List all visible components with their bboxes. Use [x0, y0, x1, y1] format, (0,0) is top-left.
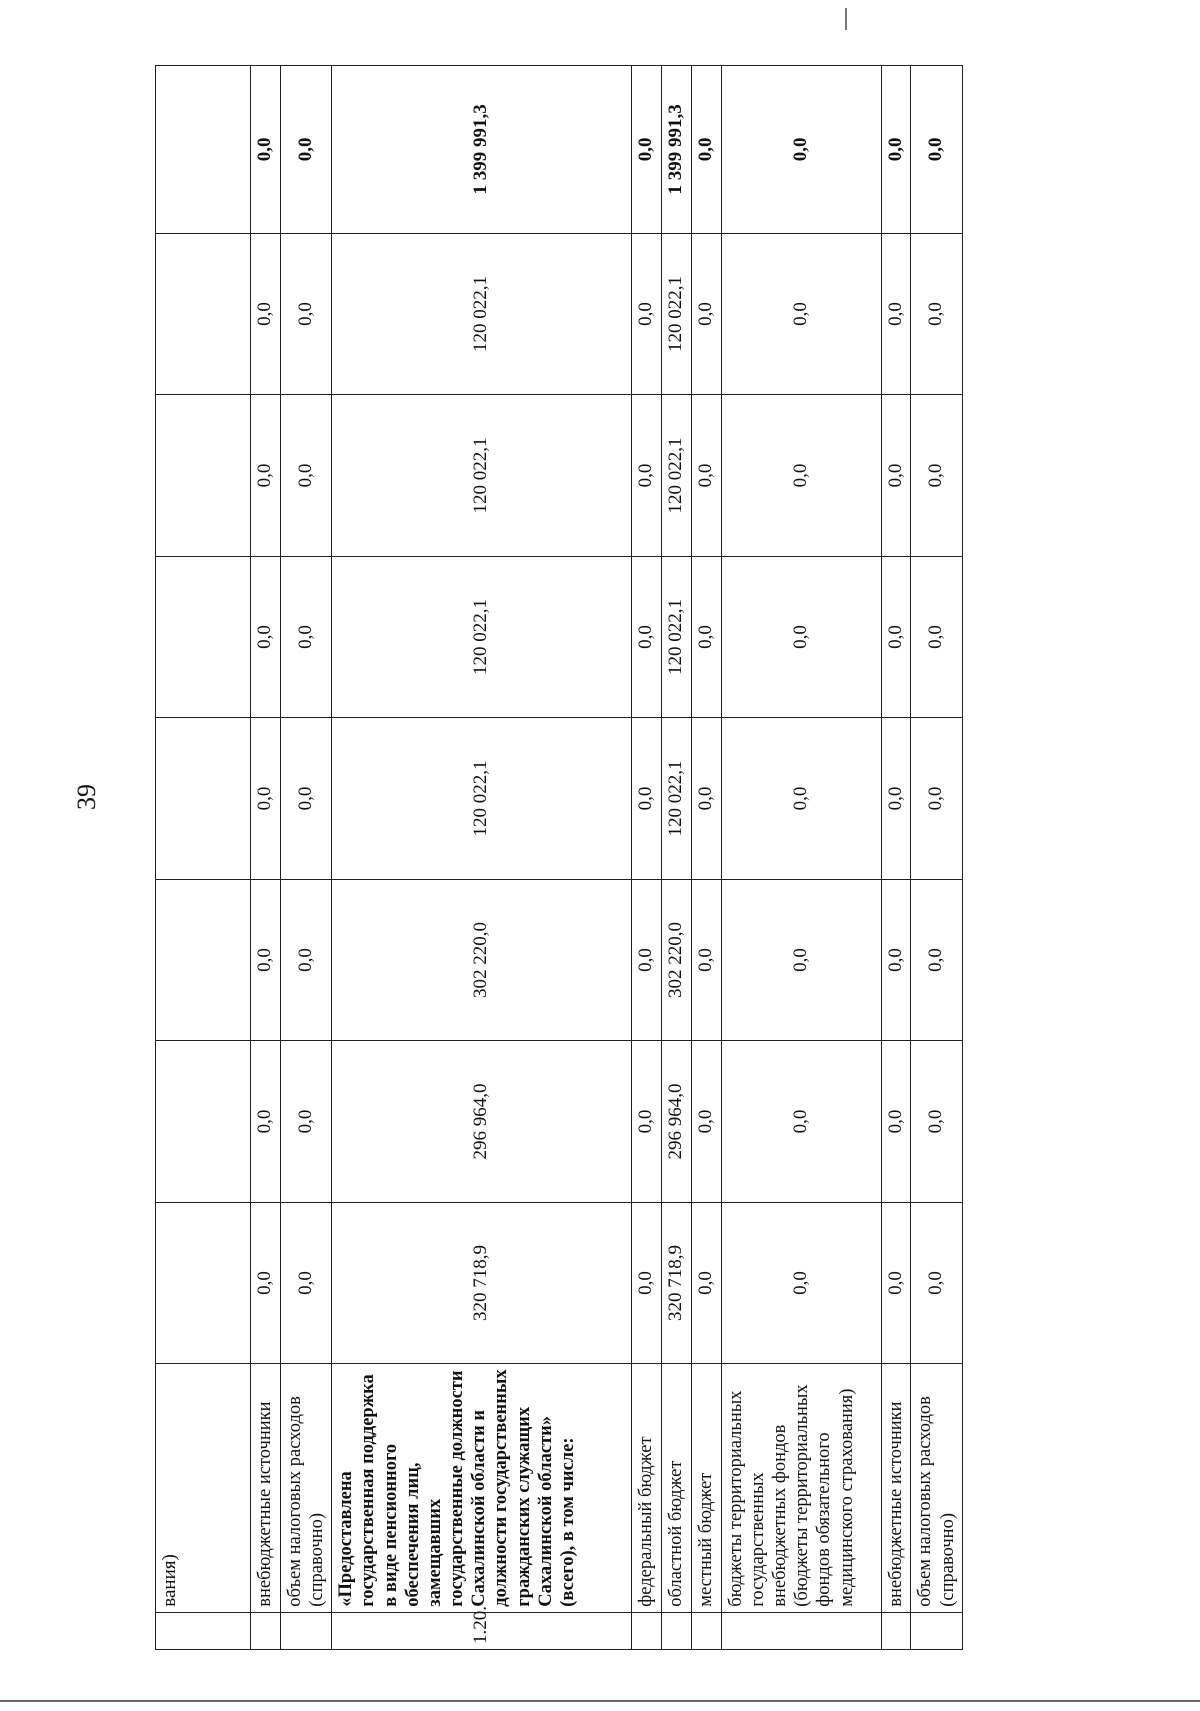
value-cell: 0,0 — [911, 233, 962, 395]
value-cell: 302 220,0 — [661, 879, 691, 1041]
value-cell: 0,0 — [911, 395, 962, 557]
value-cell: 0,0 — [721, 556, 881, 718]
value-cell: 0,0 — [691, 1202, 721, 1364]
value-cell: 0,0 — [881, 66, 911, 234]
row-number-cell — [881, 1612, 911, 1649]
value-cell: 120 022,1 — [661, 395, 691, 557]
value-cell: 0,0 — [280, 233, 331, 395]
page-number: 39 — [72, 784, 101, 810]
value-cell: 0,0 — [632, 66, 662, 234]
value-cell: 0,0 — [881, 1041, 911, 1203]
value-cell: 0,0 — [280, 718, 331, 880]
value-cell: 0,0 — [881, 1202, 911, 1364]
row-number-cell — [911, 1612, 962, 1649]
value-cell: 0,0 — [251, 233, 281, 395]
row-label: объем налоговых расходов (справочно) — [911, 1364, 962, 1612]
value-cell: 0,0 — [691, 1041, 721, 1203]
value-cell: 0,0 — [721, 233, 881, 395]
value-cell: 0,0 — [911, 66, 962, 234]
row-label: объем налоговых расходов (справочно) — [280, 1364, 331, 1612]
value-cell: 0,0 — [881, 556, 911, 718]
value-cell: 120 022,1 — [332, 718, 632, 880]
value-cell: 0,0 — [280, 879, 331, 1041]
row-number-cell — [661, 1612, 691, 1649]
value-cell: 0,0 — [251, 1041, 281, 1203]
row-number-cell: 1.20. — [332, 1612, 632, 1649]
value-cell: 0,0 — [280, 395, 331, 557]
bottom-rule — [0, 1700, 1200, 1702]
row-label: «Предоставлена государственная поддержка в виде пенсионного обеспечения лиц, замещавших государственные должности Сахалинской области и должности государственных гражданских служащих Сахалинской области» (всего), в том числе: — [332, 1364, 632, 1612]
row-label: федеральный бюджет — [632, 1364, 662, 1612]
row-number-cell — [156, 1612, 251, 1649]
value-cell: 0,0 — [911, 1041, 962, 1203]
value-cell: 0,0 — [251, 879, 281, 1041]
value-cell: 0,0 — [251, 66, 281, 234]
value-cell: 0,0 — [280, 66, 331, 234]
value-cell: 0,0 — [881, 233, 911, 395]
value-cell: 0,0 — [280, 556, 331, 718]
row-label: областной бюджет — [661, 1364, 691, 1612]
value-cell: 0,0 — [911, 556, 962, 718]
value-cell: 120 022,1 — [661, 718, 691, 880]
row-number-cell — [721, 1612, 881, 1649]
row-number-cell — [251, 1612, 281, 1649]
table-row — [721, 66, 881, 1650]
value-cell: 0,0 — [251, 718, 281, 880]
budget-table-wrapper — [155, 65, 963, 1650]
value-cell: 0,0 — [911, 718, 962, 880]
row-number-cell — [691, 1612, 721, 1649]
row-number-cell — [280, 1612, 331, 1649]
row-label: вания) — [156, 1364, 251, 1612]
value-cell: 0,0 — [632, 556, 662, 718]
value-cell: 0,0 — [721, 879, 881, 1041]
row-number-cell — [632, 1612, 662, 1649]
value-cell: 0,0 — [691, 879, 721, 1041]
value-cell: 0,0 — [251, 1202, 281, 1364]
table-row — [251, 66, 281, 1650]
value-cell: 0,0 — [632, 1041, 662, 1203]
table-row — [280, 66, 331, 1650]
row-label: внебюджетные источники — [251, 1364, 281, 1612]
value-cell: 296 964,0 — [661, 1041, 691, 1203]
value-cell: 0,0 — [691, 233, 721, 395]
table-row — [332, 66, 632, 1650]
value-cell: 0,0 — [632, 879, 662, 1041]
value-cell: 0,0 — [691, 66, 721, 234]
row-label: бюджеты территориальных государственных внебюджетных фондов (бюджеты территориальных фондов обязательного медицинского страхования) — [721, 1364, 881, 1612]
value-cell: 0,0 — [721, 66, 881, 234]
table-row — [881, 66, 911, 1650]
header-row — [156, 66, 251, 1650]
value-cell: 0,0 — [632, 233, 662, 395]
row-label: местный бюджет — [691, 1364, 721, 1612]
value-cell: 0,0 — [632, 1202, 662, 1364]
value-cell: 0,0 — [691, 395, 721, 557]
value-cell: 120 022,1 — [332, 395, 632, 557]
value-cell: 0,0 — [911, 879, 962, 1041]
value-cell: 0,0 — [881, 718, 911, 880]
value-cell: 0,0 — [881, 395, 911, 557]
table-row — [661, 66, 691, 1650]
table-row — [691, 66, 721, 1650]
value-cell: 0,0 — [721, 1041, 881, 1203]
row-label: внебюджетные источники — [881, 1364, 911, 1612]
value-cell: 302 220,0 — [332, 879, 632, 1041]
value-cell: 296 964,0 — [332, 1041, 632, 1203]
value-cell: 1 399 991,3 — [332, 66, 632, 234]
value-cell: 320 718,9 — [332, 1202, 632, 1364]
scan-mark — [845, 8, 847, 30]
value-cell: 0,0 — [691, 556, 721, 718]
budget-table — [155, 65, 963, 1650]
value-cell: 0,0 — [721, 718, 881, 880]
value-cell: 120 022,1 — [661, 556, 691, 718]
value-cell: 1 399 991,3 — [661, 66, 691, 234]
value-cell: 0,0 — [911, 1202, 962, 1364]
value-cell: 0,0 — [280, 1041, 331, 1203]
value-cell: 0,0 — [251, 395, 281, 557]
table-row — [911, 66, 962, 1650]
value-cell: 0,0 — [721, 1202, 881, 1364]
value-cell: 120 022,1 — [661, 233, 691, 395]
value-cell: 120 022,1 — [332, 556, 632, 718]
value-cell: 120 022,1 — [332, 233, 632, 395]
value-cell: 0,0 — [251, 556, 281, 718]
table-row — [632, 66, 662, 1650]
value-cell: 0,0 — [691, 718, 721, 880]
value-cell: 320 718,9 — [661, 1202, 691, 1364]
value-cell: 0,0 — [632, 395, 662, 557]
value-cell: 0,0 — [721, 395, 881, 557]
value-cell: 0,0 — [881, 879, 911, 1041]
value-cell: 0,0 — [632, 718, 662, 880]
value-cell: 0,0 — [280, 1202, 331, 1364]
